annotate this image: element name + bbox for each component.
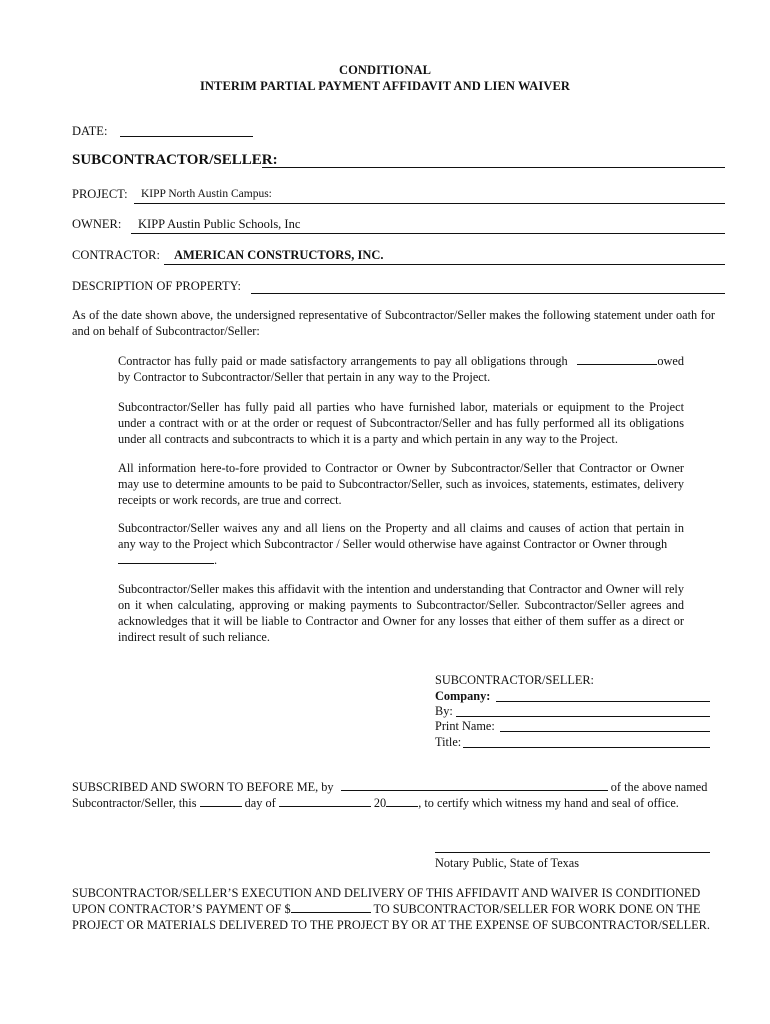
doc-title-line-2: INTERIM PARTIAL PAYMENT AFFIDAVIT AND LIEN WAIVER [199, 79, 571, 93]
paid-through-date-field[interactable] [577, 353, 657, 365]
footer-line-2-a: UPON CONTRACTOR’S PAYMENT OF $ [72, 902, 291, 916]
notary-signature-field[interactable] [435, 838, 710, 853]
sworn-by-field[interactable] [341, 779, 608, 791]
statement-4-text: Subcontractor/Seller waives any and all liens on the Property and all claims and causes of action that pertain in any way to the Project which Subcontractor / Seller would otherwise have against Contractor or Owner through [118, 521, 684, 551]
contractor-value: AMERICAN CONSTRUCTORS, INC. [174, 248, 384, 262]
statement-3: All information here-to-fore provided to Contractor or Owner by Subcontractor/Seller that Contractor or Owner may use to determine amounts to be paid to Subcontractor/Seller, such as invoices, statements, estimates, delivery receipts or work records, are true and correct. [118, 461, 684, 507]
month-field[interactable] [279, 795, 371, 807]
date-field[interactable] [120, 124, 253, 137]
footer-line-1: SUBCONTRACTOR/SELLER’S EXECUTION AND DELIVERY OF THIS AFFIDAVIT AND WAIVER IS CONDITIONED [72, 886, 701, 900]
year-field[interactable] [386, 795, 418, 807]
sworn-line-2-c: 20 [373, 796, 387, 810]
contractor-label: CONTRACTOR: [72, 248, 160, 262]
owner-label: OWNER: [72, 217, 122, 231]
statement-1-text-b: owed [657, 354, 684, 368]
sworn-line-2-a: Subcontractor/Seller, this [72, 796, 197, 810]
sworn-line-1 [72, 779, 707, 795]
by-field[interactable] [456, 704, 710, 717]
signature-heading: SUBCONTRACTOR/SELLER: [435, 673, 594, 687]
sworn-text-b: of the above named [610, 780, 708, 794]
subcontractor-label: SUBCONTRACTOR/SELLER: [72, 152, 278, 168]
statement-4 [118, 520, 684, 568]
date-label: DATE: [72, 124, 108, 138]
payment-amount-field[interactable] [291, 901, 371, 913]
statement-2: Subcontractor/Seller has fully paid all parties who have furnished labor, materials or equipment to the Project under a contract with or at the order or request of Subcontractor/Seller and has fully performed all its obligations under all contracts and subcontracts to which it is a party and which pertain in any way to the Project. [118, 400, 684, 446]
statement-1-text-c: by Contractor to Subcontractor/Seller that pertain in any way to the Project. [118, 370, 491, 384]
by-label: By: [435, 704, 453, 718]
sworn-line-2-d: , to certify which witness my hand and seal of office. [418, 796, 679, 810]
statement-1-text-a: Contractor has fully paid or made satisfactory arrangements to pay all obligations through [118, 354, 568, 368]
owner-value: KIPP Austin Public Schools, Inc [138, 217, 301, 231]
print-name-label: Print Name: [435, 719, 495, 733]
intro-paragraph: As of the date shown above, the undersigned representative of Subcontractor/Seller makes the following statement under oath for and on behalf of Subcontractor/Seller: [72, 308, 715, 338]
subcontractor-field[interactable] [262, 152, 725, 168]
sworn-text-a: SUBSCRIBED AND SWORN TO BEFORE ME, by [72, 780, 334, 794]
footer-line-2-b: TO SUBCONTRACTOR/SELLER FOR WORK DONE ON THE [373, 902, 701, 916]
doc-title-line-1: CONDITIONAL [338, 63, 432, 77]
description-field[interactable] [251, 279, 725, 294]
waiver-through-date-field[interactable] [118, 552, 214, 564]
description-label: DESCRIPTION OF PROPERTY: [72, 279, 241, 293]
project-label: PROJECT: [72, 187, 128, 201]
day-field[interactable] [200, 795, 242, 807]
statement-4-end: . [214, 553, 218, 567]
footer-line-2 [72, 901, 715, 917]
statement-5: Subcontractor/Seller makes this affidavit with the intention and understanding that Contractor and Owner will rely on it when calculating, approving or making payments to Subcontractor/Seller. Subcontractor/Seller agrees and acknowledges that it will be liable to Contractor and Owner for any losses that either of them suffer as a direct or indirect result of such reliance. [118, 582, 684, 644]
print-name-field[interactable] [500, 719, 710, 732]
company-label: Company: [435, 689, 491, 703]
project-value: KIPP North Austin Campus: [141, 188, 272, 200]
sworn-line-2 [72, 795, 679, 811]
company-field[interactable] [496, 689, 710, 702]
footer-line-3: PROJECT OR MATERIALS DELIVERED TO THE PROJECT BY OR AT THE EXPENSE OF SUBCONTRACTOR/SELLER. [72, 918, 710, 932]
title-label: Title: [435, 735, 462, 749]
sworn-line-2-b: day of [244, 796, 276, 810]
statement-1 [118, 353, 684, 385]
notary-label: Notary Public, State of Texas [435, 856, 580, 870]
title-field[interactable] [463, 735, 710, 748]
